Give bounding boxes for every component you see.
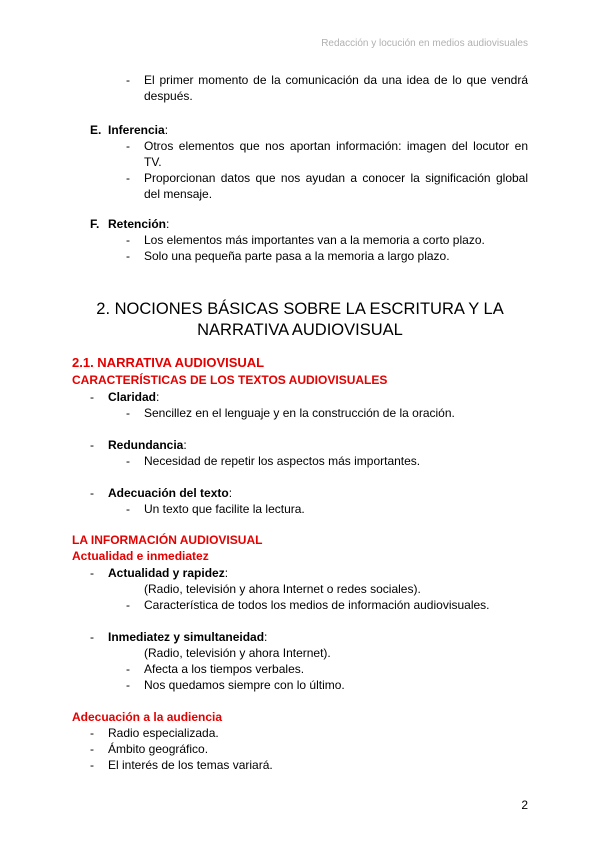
bullet-dash: -: [126, 678, 130, 692]
bullet-dash: -: [90, 438, 94, 452]
colon: :: [156, 390, 160, 404]
colon: :: [264, 630, 268, 644]
item-title: Adecuación del texto: [108, 486, 229, 500]
list-item: Radio especializada.: [108, 726, 219, 740]
section-letter: F.: [90, 217, 100, 231]
bullet-dash: -: [126, 502, 130, 516]
item-title: Actualidad y rapidez: [108, 566, 225, 580]
item-title-wrap: [108, 389, 159, 405]
bullet-dash: -: [126, 662, 130, 676]
bullet-dash: -: [90, 726, 94, 740]
bullet-dash: -: [126, 73, 130, 87]
colon: :: [164, 123, 169, 137]
section-title: Inferencia: [108, 123, 165, 137]
bullet-dash: -: [90, 742, 94, 756]
colon: :: [183, 438, 187, 452]
colon: :: [228, 486, 233, 500]
list-item: Un texto que facilite la lectura.: [144, 502, 305, 516]
item-title-wrap: [108, 629, 267, 645]
page-number: 2: [521, 798, 528, 812]
bullet-dash: -: [126, 139, 130, 153]
colon: :: [166, 217, 170, 231]
list-item: Sencillez en el lenguaje y en la construcción de la oración.: [144, 406, 455, 420]
bullet-dash: -: [126, 249, 130, 263]
subsection-heading: Actualidad e inmediatez: [72, 549, 209, 563]
chapter-heading-line1: 2. NOCIONES BÁSICAS SOBRE LA ESCRITURA Y LA: [96, 300, 504, 318]
bullet-dash: -: [90, 566, 94, 580]
chapter-heading-line2: NARRATIVA AUDIOVISUAL: [197, 321, 403, 339]
bullet-dash: -: [90, 758, 94, 772]
bullet-dash: -: [126, 406, 130, 420]
list-item: Característica de todos los medios de información audiovisuales.: [144, 598, 490, 612]
bullet-dash: -: [90, 630, 94, 644]
section-title-wrap: [108, 122, 168, 138]
list-item: Los elementos más importantes van a la memoria a corto plazo.: [144, 233, 485, 247]
section-title: Retención: [108, 217, 167, 231]
list-item: El interés de los temas variará.: [108, 758, 273, 772]
section-letter: E.: [90, 123, 102, 137]
subsection-heading: Adecuación a la audiencia: [72, 710, 223, 724]
note-text: (Radio, televisión y ahora Internet).: [144, 646, 331, 660]
bullet-dash: -: [126, 598, 130, 612]
running-header: Redacción y locución en medios audiovisuales: [321, 38, 528, 49]
list-item: Solo una pequeña parte pasa a la memoria a largo plazo.: [144, 249, 450, 263]
list-item: Afecta a los tiempos verbales.: [144, 662, 305, 676]
list-item: Ámbito geográfico.: [108, 742, 209, 756]
top-item-text: El primer momento de la comunicación da una idea de lo que vendrá después.: [144, 73, 528, 103]
section-heading: 2.1. NARRATIVA AUDIOVISUAL: [72, 355, 265, 370]
item-title: Redundancia: [108, 438, 184, 452]
item-title: Claridad: [108, 390, 157, 404]
list-item: Necesidad de repetir los aspectos más importantes.: [144, 454, 421, 468]
subsection-heading: CARACTERÍSTICAS DE LOS TEXTOS AUDIOVISUALES: [72, 373, 388, 387]
item-title-wrap: [108, 437, 187, 453]
section-title-wrap: [108, 216, 169, 232]
bullet-dash: -: [126, 454, 130, 468]
bullet-dash: -: [90, 390, 94, 404]
item-title-wrap: [108, 565, 228, 581]
list-item: Proporcionan datos que nos ayudan a conocer la significación global del mensaje.: [144, 171, 528, 201]
list-item: Nos quedamos siempre con lo último.: [144, 678, 345, 692]
note-text: (Radio, televisión y ahora Internet o redes sociales).: [144, 582, 421, 596]
bullet-dash: -: [126, 171, 130, 185]
bullet-dash: -: [126, 233, 130, 247]
section-heading: LA INFORMACIÓN AUDIOVISUAL: [72, 533, 263, 547]
colon: :: [224, 566, 229, 580]
item-title-wrap: [108, 485, 232, 501]
bullet-dash: -: [90, 486, 94, 500]
item-title: Inmediatez y simultaneidad: [108, 630, 265, 644]
list-item: Otros elementos que nos aportan información: imagen del locutor en TV.: [144, 139, 528, 169]
